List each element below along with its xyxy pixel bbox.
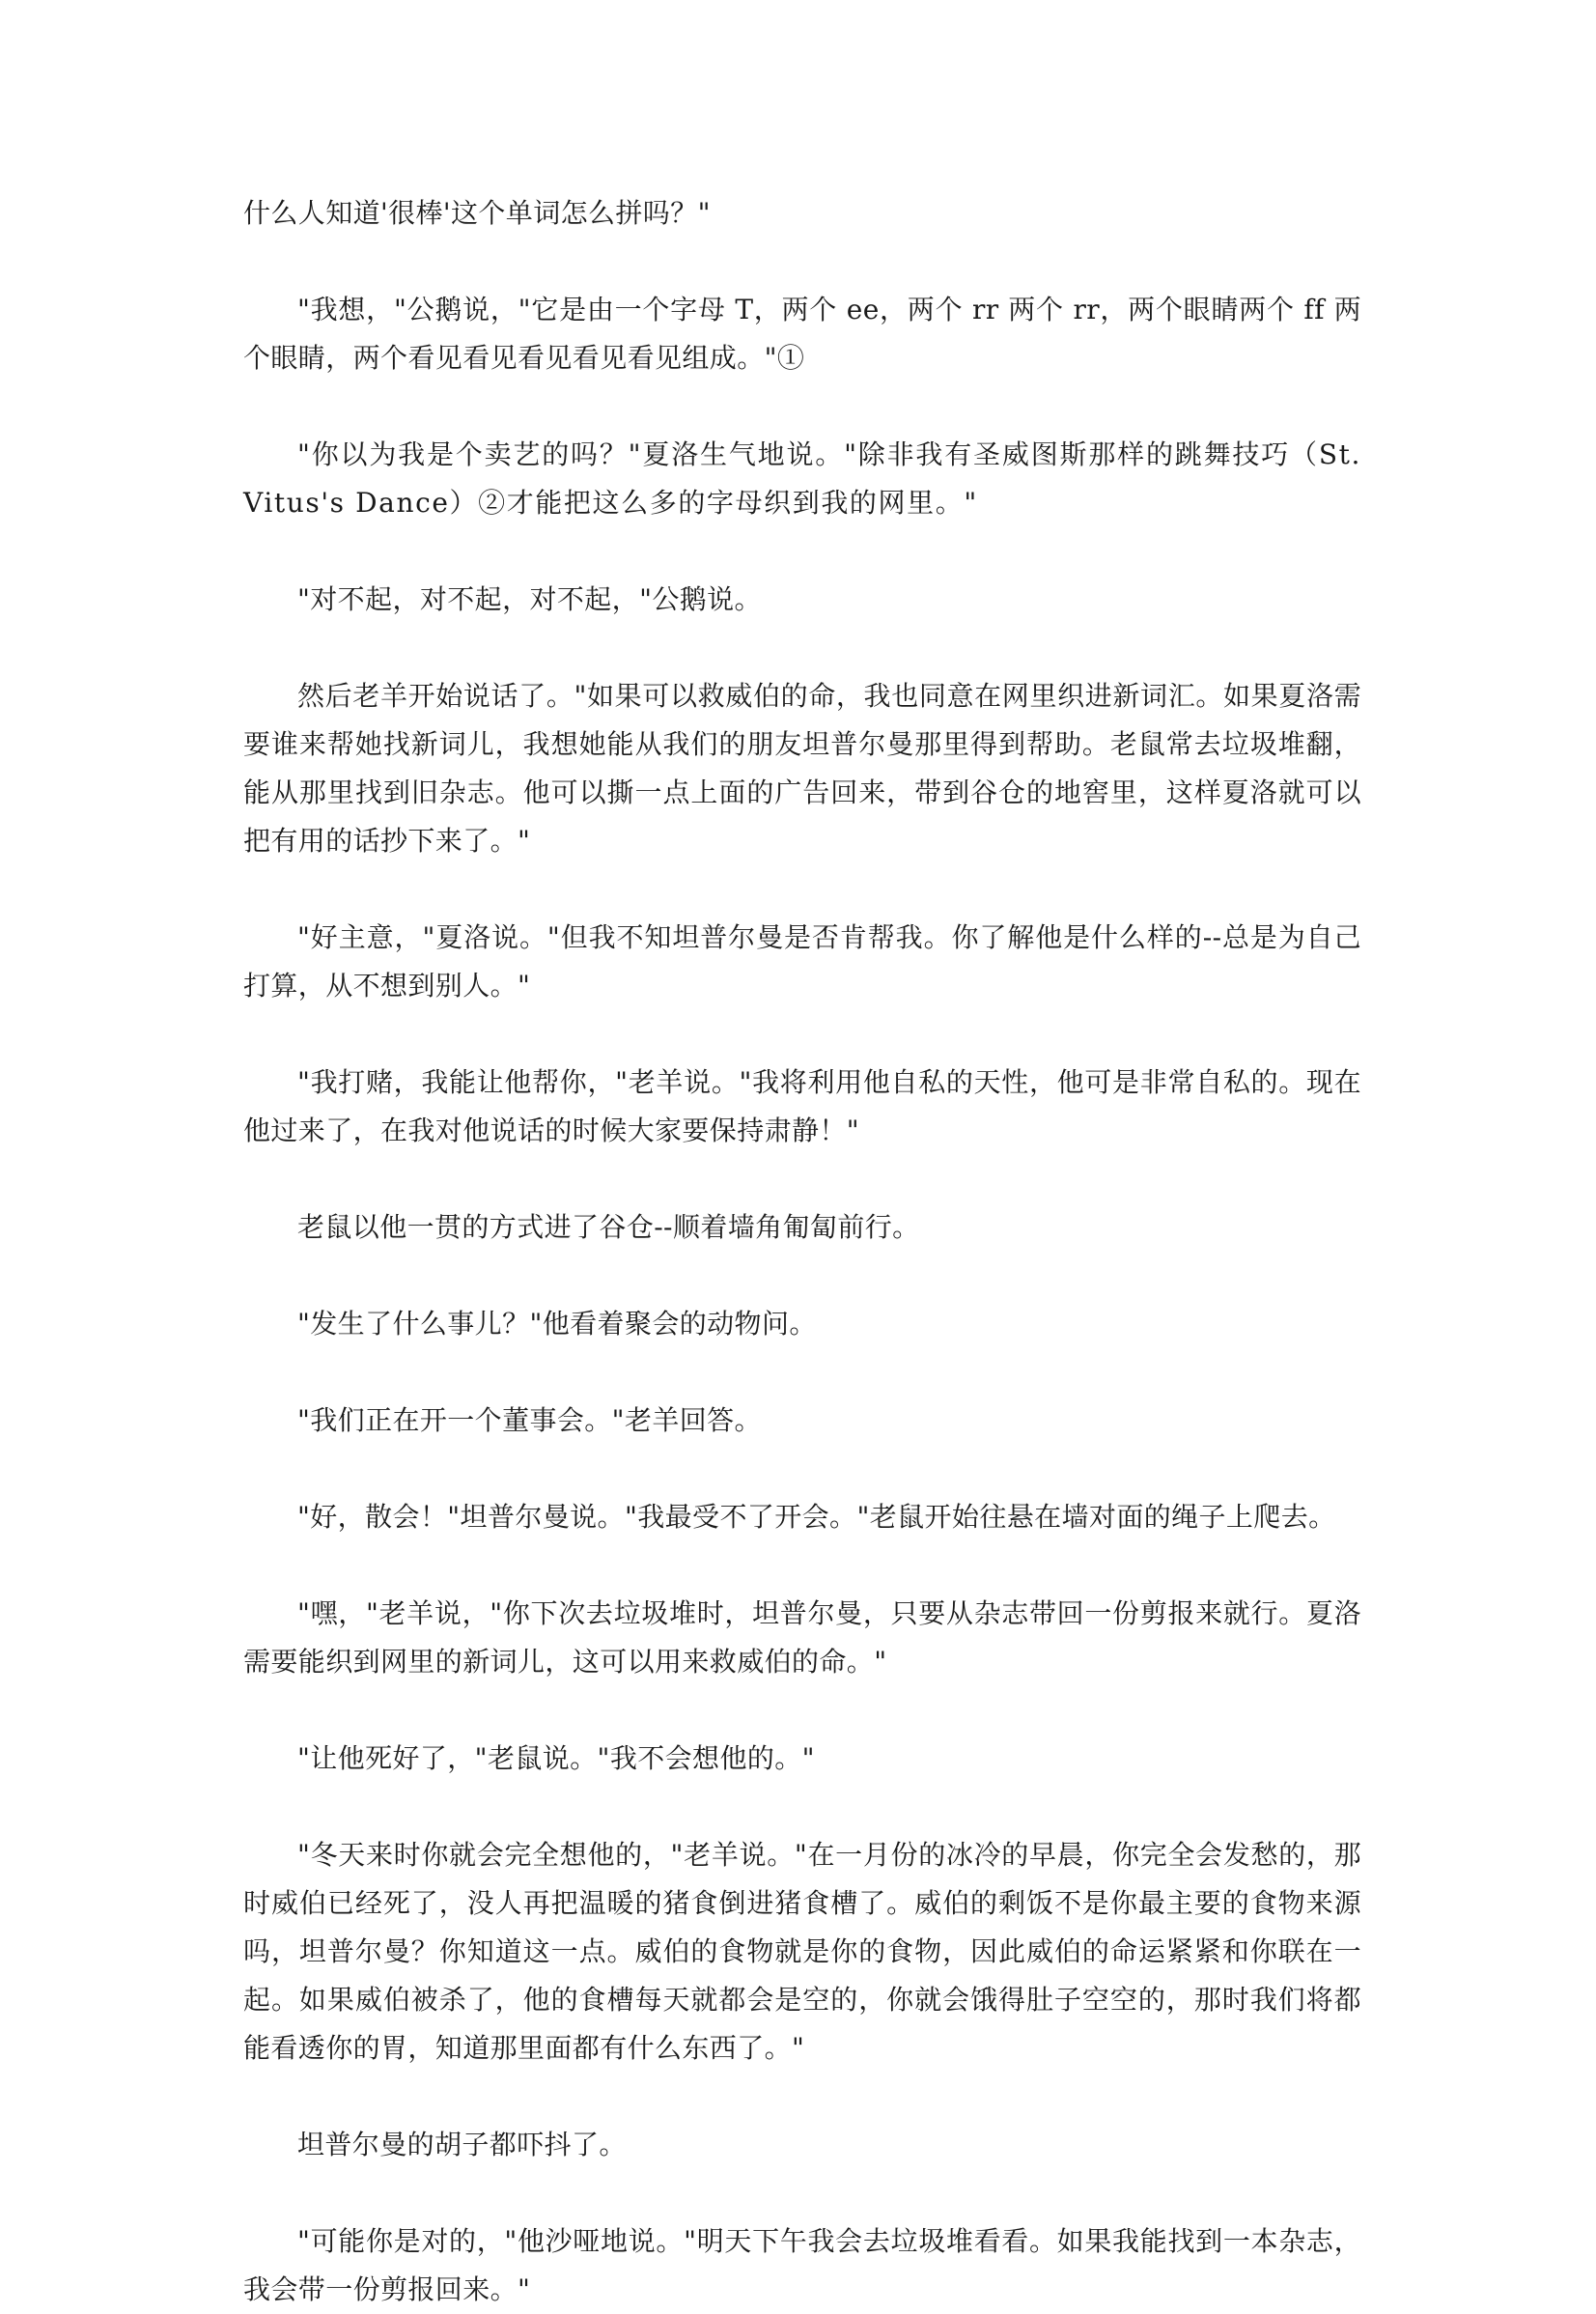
paragraph-charlotte-angry: "你以为我是个卖艺的吗？"夏洛生气地说。"除非我有圣威图斯那样的跳舞技巧（St.Vitus's Dance）②才能把这么多的字母织到我的网里。" <box>243 438 1361 519</box>
paragraph-sheep-winter: "冬天来时你就会完全想他的，"老羊说。"在一月份的冰冷的早晨，你完全会发愁的，那时威伯已经死了，没人再把温暖的猪食倒进猪食槽了。威伯的剩饭不是你最主要的食物来源吗，坦普尔曼？你知道这一点。威伯的食物就是你的食物，因此威伯的命运紧紧和你联在一起。如果威伯被杀了，他的食槽每天就都会是空的，你就会饿得肚子空空的，那时我们将都能看透你的胃，知道那里面都有什么东西了。" <box>243 1839 1361 2064</box>
paragraph-charlotte-doubt: "好主意，"夏洛说。"但我不知坦普尔曼是否肯帮我。你了解他是什么样的--总是为自己打算，从不想到别人。" <box>243 921 1361 1002</box>
paragraph-rat-agrees: "可能你是对的，"他沙哑地说。"明天下午我会去垃圾堆看看。如果我能找到一本杂志，我会带一份剪报回来。" <box>243 2225 1361 2305</box>
paragraph-continuation: 什么人知道'很棒'这个单词怎么拼吗？" <box>243 197 711 229</box>
paragraph-sheep-suggestion: 然后老羊开始说话了。"如果可以救威伯的命，我也同意在网里织进新词汇。如果夏洛需要谁来帮她找新词儿，我想她能从我们的朋友坦普尔曼那里得到帮助。老鼠常去垃圾堆翻，能从那里找到旧杂志。他可以撕一点上面的广告回来，带到谷仓的地窖里，这样夏洛就可以把有用的话抄下来了。" <box>243 680 1361 857</box>
paragraph-sheep-answers: "我们正在开一个董事会。"老羊回答。 <box>297 1404 762 1436</box>
story-text <box>243 189 1361 2314</box>
paragraph-whiskers: 坦普尔曼的胡子都吓抖了。 <box>297 2129 627 2160</box>
paragraph-rat-enters: 老鼠以他一贯的方式进了谷仓--顺着墙角匍匐前行。 <box>297 1211 920 1243</box>
paragraph-gander-sorry: "对不起，对不起，对不起，"公鹅说。 <box>297 583 762 615</box>
paragraph-rat-refuses: "让他死好了，"老鼠说。"我不会想他的。" <box>297 1742 815 1774</box>
paragraph-sheep-request: "嘿，"老羊说，"你下次去垃圾堆时，坦普尔曼，只要从杂志带回一份剪报来就行。夏洛需要能织到网里的新词儿，这可以用来救威伯的命。" <box>243 1597 1361 1678</box>
paragraph-templeton-leaves: "好，散会！"坦普尔曼说。"我最受不了开会。"老鼠开始往悬在墙对面的绳子上爬去。 <box>297 1501 1336 1533</box>
paragraph-gander-spelling: "我想，"公鹅说，"它是由一个字母 T，两个 ee，两个 rr 两个 rr，两个眼睛两个 ff 两个眼睛，两个看见看见看见看见看见组成。"① <box>243 294 1361 374</box>
paragraph-sheep-bet: "我打赌，我能让他帮你，"老羊说。"我将利用他自私的天性，他可是非常自私的。现在他过来了，在我对他说话的时候大家要保持肃静！" <box>243 1066 1361 1146</box>
paragraph-rat-asks: "发生了什么事儿？"他看着聚会的动物问。 <box>297 1308 817 1340</box>
